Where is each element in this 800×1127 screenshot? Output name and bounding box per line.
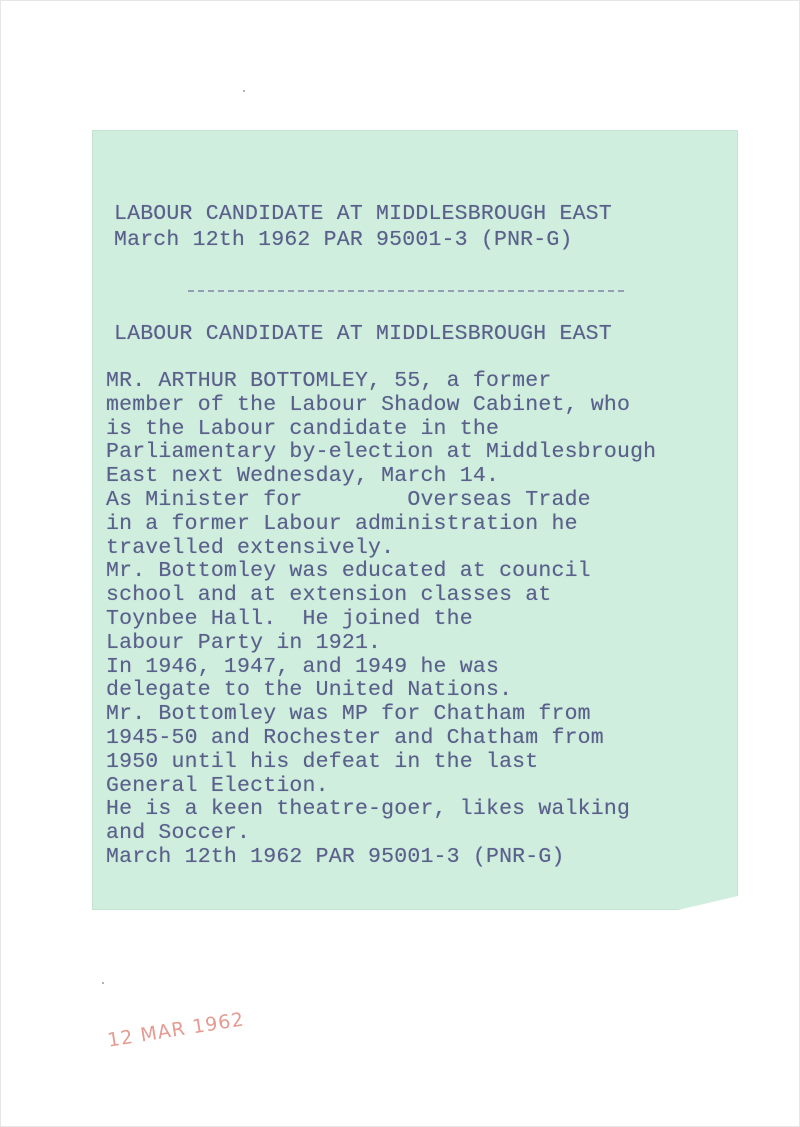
- caption-line: Parliamentary by-election at Middlesbrough: [106, 440, 657, 465]
- caption-line: in a former Labour administration he: [106, 511, 578, 536]
- caption-line: and Soccer.: [106, 821, 251, 846]
- caption-line: Toynbee Hall. He joined the: [106, 606, 473, 631]
- caption-line: school and at extension classes at: [106, 583, 552, 608]
- caption-line: As Minister for Overseas Trade: [106, 487, 591, 512]
- caption-line: delegate to the United Nations.: [106, 678, 513, 703]
- caption-line: Mr. Bottomley was MP for Chatham from: [106, 702, 591, 727]
- caption-line: He is a keen theatre-goer, likes walking: [106, 797, 631, 822]
- caption-line: 1950 until his defeat in the last: [106, 749, 539, 774]
- dashed-divider: [188, 290, 624, 292]
- caption-line: Mr. Bottomley was educated at council: [106, 559, 591, 584]
- paper-speck: [102, 982, 104, 984]
- caption-line: member of the Labour Shadow Cabinet, who: [106, 392, 631, 417]
- caption-header-date-reference: March 12th 1962 PAR 95001-3 (PNR-G): [114, 228, 573, 252]
- caption-line: Labour Party in 1921.: [106, 630, 382, 655]
- caption-footer-date-reference: March 12th 1962 PAR 95001-3 (PNR-G): [106, 844, 565, 869]
- caption-line: travelled extensively.: [106, 535, 395, 560]
- caption-line: East next Wednesday, March 14.: [106, 464, 500, 489]
- caption-body-text: [106, 370, 656, 870]
- caption-line: is the Labour candidate in the: [106, 416, 500, 441]
- date-stamp: 12 MAR 1962: [106, 1008, 246, 1052]
- caption-body-heading: LABOUR CANDIDATE AT MIDDLESBROUGH EAST: [114, 322, 612, 346]
- caption-line: MR. ARTHUR BOTTOMLEY, 55, a former: [106, 369, 552, 393]
- caption-line: 1945-50 and Rochester and Chatham from: [106, 725, 604, 750]
- caption-line: General Election.: [106, 773, 329, 798]
- caption-card: [92, 130, 738, 910]
- caption-header-title: LABOUR CANDIDATE AT MIDDLESBROUGH EAST: [114, 202, 612, 226]
- caption-line: In 1946, 1947, and 1949 he was: [106, 654, 500, 679]
- paper-speck: [243, 90, 245, 92]
